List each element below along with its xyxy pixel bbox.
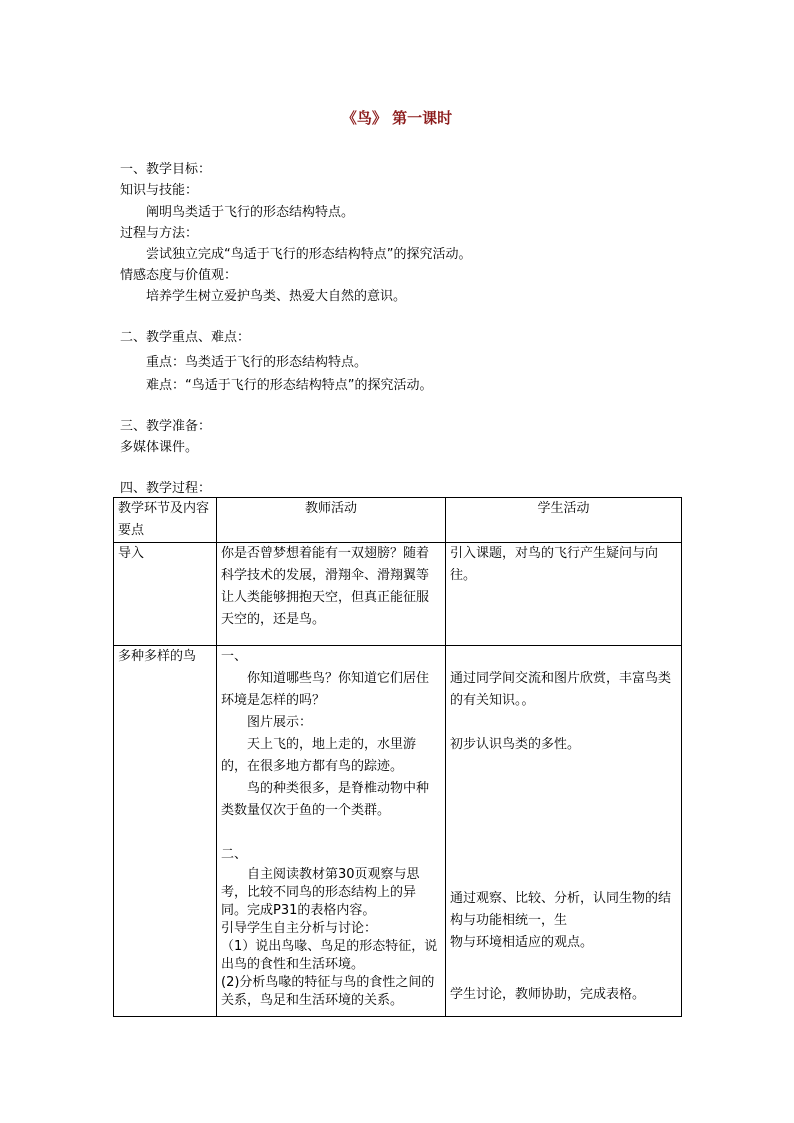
table-header-row	[114, 498, 682, 543]
student-exchange: 通过同学间交流和图片欣赏，丰富鸟类的有关知识。。	[450, 671, 672, 708]
student-discuss: 学生讨论，教师协助，完成表格。	[450, 987, 646, 1002]
teacher-question: 你知道哪些鸟？你知道它们居住环境是怎样的吗？	[221, 671, 430, 708]
preparation-text: 多媒体课件。	[120, 440, 199, 455]
teacher-image-show: 图片展示：	[247, 715, 313, 730]
emotion-label: 情感态度与价值观：	[120, 268, 238, 283]
process-heading: 四、教学过程：	[120, 481, 212, 496]
row1-student: 引入课题，对鸟的飞行产生疑问与向往。	[446, 543, 682, 646]
knowledge-text: 阐明鸟类适于飞行的形态结构特点。	[146, 205, 355, 220]
header-student: 学生活动	[446, 498, 682, 543]
row2-student	[446, 646, 682, 1017]
teaching-process-table	[113, 497, 682, 1017]
table-row	[114, 646, 682, 1017]
objectives-heading: 一、教学目标：	[120, 162, 212, 177]
document-title: 《鸟》 第一课时	[341, 109, 453, 127]
teacher-part1-label: 一、	[221, 649, 248, 664]
process-text: 尝试独立完成“鸟适于飞行的形态结构特点”的探究活动。	[146, 247, 472, 262]
row1-teacher: 你是否曾梦想着能有一双翅膀？随着科学技术的发展，滑翔伞、滑翔翼等让人类能够拥抱天空，但真正能征服天空的，还是鸟。	[217, 543, 446, 646]
row2-stage: 多种多样的鸟	[114, 646, 217, 1017]
header-stage: 教学环节及内容要点	[114, 498, 217, 543]
student-adapt: 物与环境相适应的观点。	[450, 935, 594, 950]
teacher-item-1: （1）说出鸟喙、鸟足的形态特征，说出鸟的食性和生活环境。	[221, 939, 438, 972]
teacher-guide: 引导学生自主分析与讨论：	[221, 921, 378, 936]
key-point-text: 重点：鸟类适于飞行的形态结构特点。	[146, 355, 368, 370]
student-observe: 通过观察、比较、分析，认同生物的结构与功能相统一，生	[450, 891, 672, 928]
row1-stage: 导入	[114, 543, 217, 646]
key-points-heading: 二、教学重点、难点：	[120, 330, 251, 345]
header-teacher: 教师活动	[217, 498, 446, 543]
difficult-point-text: 难点：“鸟适于飞行的形态结构特点”的探究活动。	[146, 378, 433, 393]
teacher-item-2: (2)分析鸟喙的特征与鸟的食性之间的关系，鸟足和生活环境的关系。	[221, 975, 435, 1008]
preparation-heading: 三、教学准备：	[120, 419, 212, 434]
teacher-bird-traces: 天上飞的，地上走的，水里游的，在很多地方都有鸟的踪迹。	[221, 737, 417, 774]
teacher-reading-task: 自主阅读教材第30页观察与思考，比较不同鸟的形态结构上的异同。完成P31的表格内容。	[221, 867, 420, 918]
emotion-text: 培养学生树立爱护鸟类、热爱大自然的意识。	[146, 289, 407, 304]
teacher-bird-species: 鸟的种类很多，是脊椎动物中种类数量仅次于鱼的一个类群。	[221, 781, 430, 818]
row2-teacher	[217, 646, 446, 1017]
knowledge-label: 知识与技能：	[120, 183, 199, 198]
process-label: 过程与方法：	[120, 226, 199, 241]
table-row	[114, 543, 682, 646]
student-diversity: 初步认识鸟类的多性。	[450, 737, 581, 752]
teacher-part2-label: 二、	[221, 847, 248, 862]
